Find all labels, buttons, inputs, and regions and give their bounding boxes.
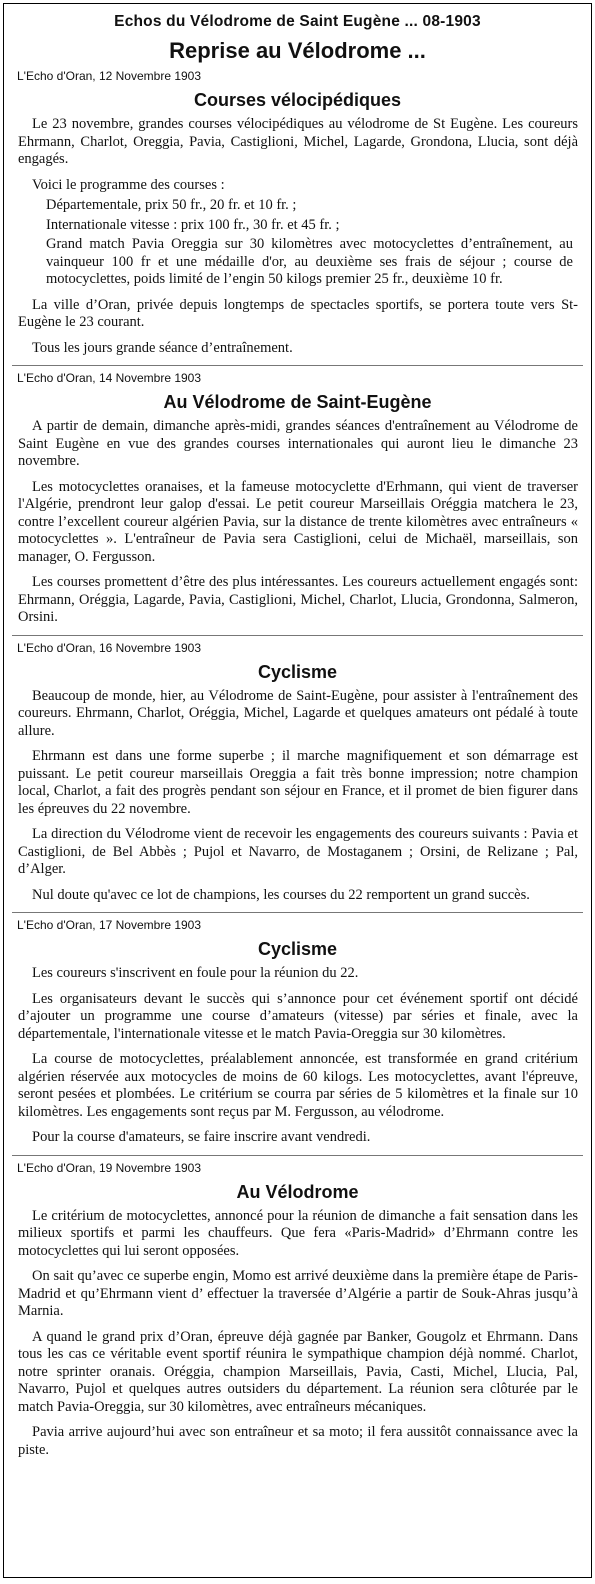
article-14-nov	[4, 371, 591, 627]
article-title: Cyclisme	[257, 939, 338, 959]
article-paragraph: Les coureurs s'inscrivent en foule pour la réunion du 22.	[32, 965, 359, 981]
article-source: L'Echo d'Oran, 16 Novembre 1903	[17, 640, 202, 655]
article-source: L'Echo d'Oran, 17 Novembre 1903	[17, 918, 202, 932]
article-paragraph: Tous les jours grande séance d’entraînement.	[32, 339, 293, 356]
article-source: L'Echo d'Oran, 14 Novembre 1903	[17, 371, 202, 385]
article-title: Courses vélocipédiques	[193, 90, 402, 110]
article-16-nov	[4, 641, 591, 905]
article-paragraph: Les organisateurs devant le succès qui s’annonce pour cet événement sportif ont décidé d’ajouter un programme une course d’amateurs (vitesse) par séries et finale, avec la départementale, l'internationale vitesse et le match Pavia-Oreggia sur 30 kilomètres.	[18, 990, 578, 1042]
article-title: Au Vélodrome	[236, 1181, 359, 1202]
article-divider	[12, 635, 583, 636]
article-paragraph: Ehrmann est dans une forme superbe ; il marche magnifiquement et son démarrage est puissant. Le petit coureur marseillais Oreggia a fait très bonne impression; notre champion local, Charlot, a fait des progrès pendant son séjour en France, et il promet de bien figurer dans les épreuves du 22 novembre.	[18, 748, 578, 817]
program-item: Internationale vitesse : prix 100 fr., 30 fr. et 45 fr. ;	[46, 216, 340, 233]
article-paragraph: Les courses promettent d’être des plus intéressantes. Les coureurs actuellement engagés sont: Ehrmann, Oréggia, Lagarde, Pavia, Castiglioni, Michel, Charlot, Llucia, Grondonna, Salmeron, Orsini.	[18, 574, 578, 625]
article-paragraph: Pour la course d'amateurs, se faire inscrire avant vendredi.	[32, 1129, 371, 1145]
article-17-nov	[4, 918, 591, 1147]
program-item: Grand match Pavia Oreggia sur 30 kilomètres avec motocyclettes d’entraînement, au vainqueur 100 fr et une médaille d'or, au deuxième ses frais de séjour ; course de motocyclettes, poids limité de l’engin 50 kilogs premier 25 fr., deuxième 10 fr.	[46, 236, 573, 287]
article-title: Cyclisme	[257, 661, 338, 682]
article-paragraph: Le critérium de motocyclettes, annoncé pour la réunion de dimanche a fait sensation dans les milieux sportifs et parmi les chauffeurs. Que fera «Paris-Madrid» d’Ehrmann contre les motocyclettes qui lui seront opposées.	[18, 1207, 578, 1259]
article-12-nov	[4, 69, 591, 357]
article-paragraph: Pavia arrive aujourd’hui avec son entraîneur et sa moto; il fera aussitôt connaissance avec la piste.	[18, 1424, 578, 1458]
article-paragraph: Nul doute qu'avec ce lot de champions, les courses du 22 remportent un grand succès.	[32, 886, 530, 903]
article-paragraph: On sait qu’avec ce superbe engin, Momo est arrivé deuxième dans la première étape de Paris-Madrid et qu’Ehrmann vient d’ effectuer la traversée d’Algérie a partir de Souk-Ahras jusqu’à Marnia.	[18, 1268, 578, 1319]
article-paragraph: La direction du Vélodrome vient de recevoir les engagements des coureurs suivants : Pavia et Castiglioni, de Bel Abbès ; Pujol et Navarro, de Mostaganem ; Orsini, de Relizane ; Pal, d’Alger.	[18, 826, 578, 877]
article-divider	[12, 1155, 583, 1156]
article-19-nov	[4, 1161, 591, 1460]
page-title: Reprise au Vélodrome ...	[169, 38, 426, 63]
series-header: Echos du Vélodrome de Saint Eugène ... 08-1903	[114, 13, 481, 30]
program-item: Départementale, prix 50 fr., 20 fr. et 10 fr. ;	[46, 197, 297, 213]
article-paragraph: Les motocyclettes oranaises, et la fameuse motocyclette d'Erhmann, qui vient de traverser l'Algérie, prendront leur galop d'essai. Le petit coureur Marseillais Oréggia matchera le 23, contre l’excellent coureur algérien Pavia, sur la distance de trente kilomètres avec entraîneurs « motocyclettes ». L'entraîneur de Pavia sera Castiglioni, celui de Michaël, marseillais, son manager, O. Fergusson.	[18, 478, 578, 565]
article-divider	[12, 912, 583, 913]
article-paragraph: Beaucoup de monde, hier, au Vélodrome de Saint-Eugène, pour assister à l'entraînement des coureurs. Ehrmann, Charlot, Oréggia, Michel, Lagarde et quelques amateurs ont pédalé à toute allure.	[18, 687, 578, 739]
article-paragraph: Voici le programme des courses :	[32, 176, 225, 193]
article-paragraph: La ville d’Oran, privée depuis longtemps de spectacles sportifs, se portera toute vers St-Eugène le 23 courant.	[18, 296, 578, 330]
newspaper-clipping-page	[3, 3, 592, 1578]
article-paragraph: Le 23 novembre, grandes courses vélocipédiques au vélodrome de St Eugène. Les coureurs Ehrmann, Charlot, Oreggia, Pavia, Castiglioni, Michel, Lagarde, Grondona, Llucia, sont déjà engagés.	[18, 116, 578, 167]
article-title: Au Vélodrome de Saint-Eugène	[163, 392, 432, 412]
article-paragraph: La course de motocyclettes, préalablement annoncée, est transformée en grand critérium algérien réservée aux motocycles de moins de 60 kilogs. Les motocyclettes, avant l'épreuve, seront pesées et plombées. Le critérium se courra par séries de 5 kilomètres et la finale sur 10 kilomètres. Les engagements sont reçus par M. Fergusson, au vélodrome.	[18, 1051, 578, 1120]
article-paragraph: A partir de demain, dimanche après-midi, grandes séances d'entraînement au Vélodrome de Saint Eugène en vue des grandes courses internationales qui auront lieu le dimanche 23 novembre.	[18, 418, 578, 469]
article-source: L'Echo d'Oran, 19 Novembre 1903	[17, 1160, 202, 1175]
article-source: L'Echo d'Oran, 12 Novembre 1903	[17, 69, 202, 83]
article-divider	[12, 365, 583, 366]
article-paragraph: A quand le grand prix d’Oran, épreuve déjà gagnée par Banker, Gougolz et Ehrmann. Dans tous les cas ce véritable event sportif réunira le sympathique champion déjà nommé. Charlot, notre sprinter oranais. Oréggia, champion Marseillais, Pavia, Casti, Michel, Llucia, Pal, Navarro, Pujol et quelques autres outsiders du département. La réunion sera clôturée par le match Pavia-Oreggia, sur 30 kilomètres, avec entraîneurs mécaniques.	[18, 1328, 578, 1415]
